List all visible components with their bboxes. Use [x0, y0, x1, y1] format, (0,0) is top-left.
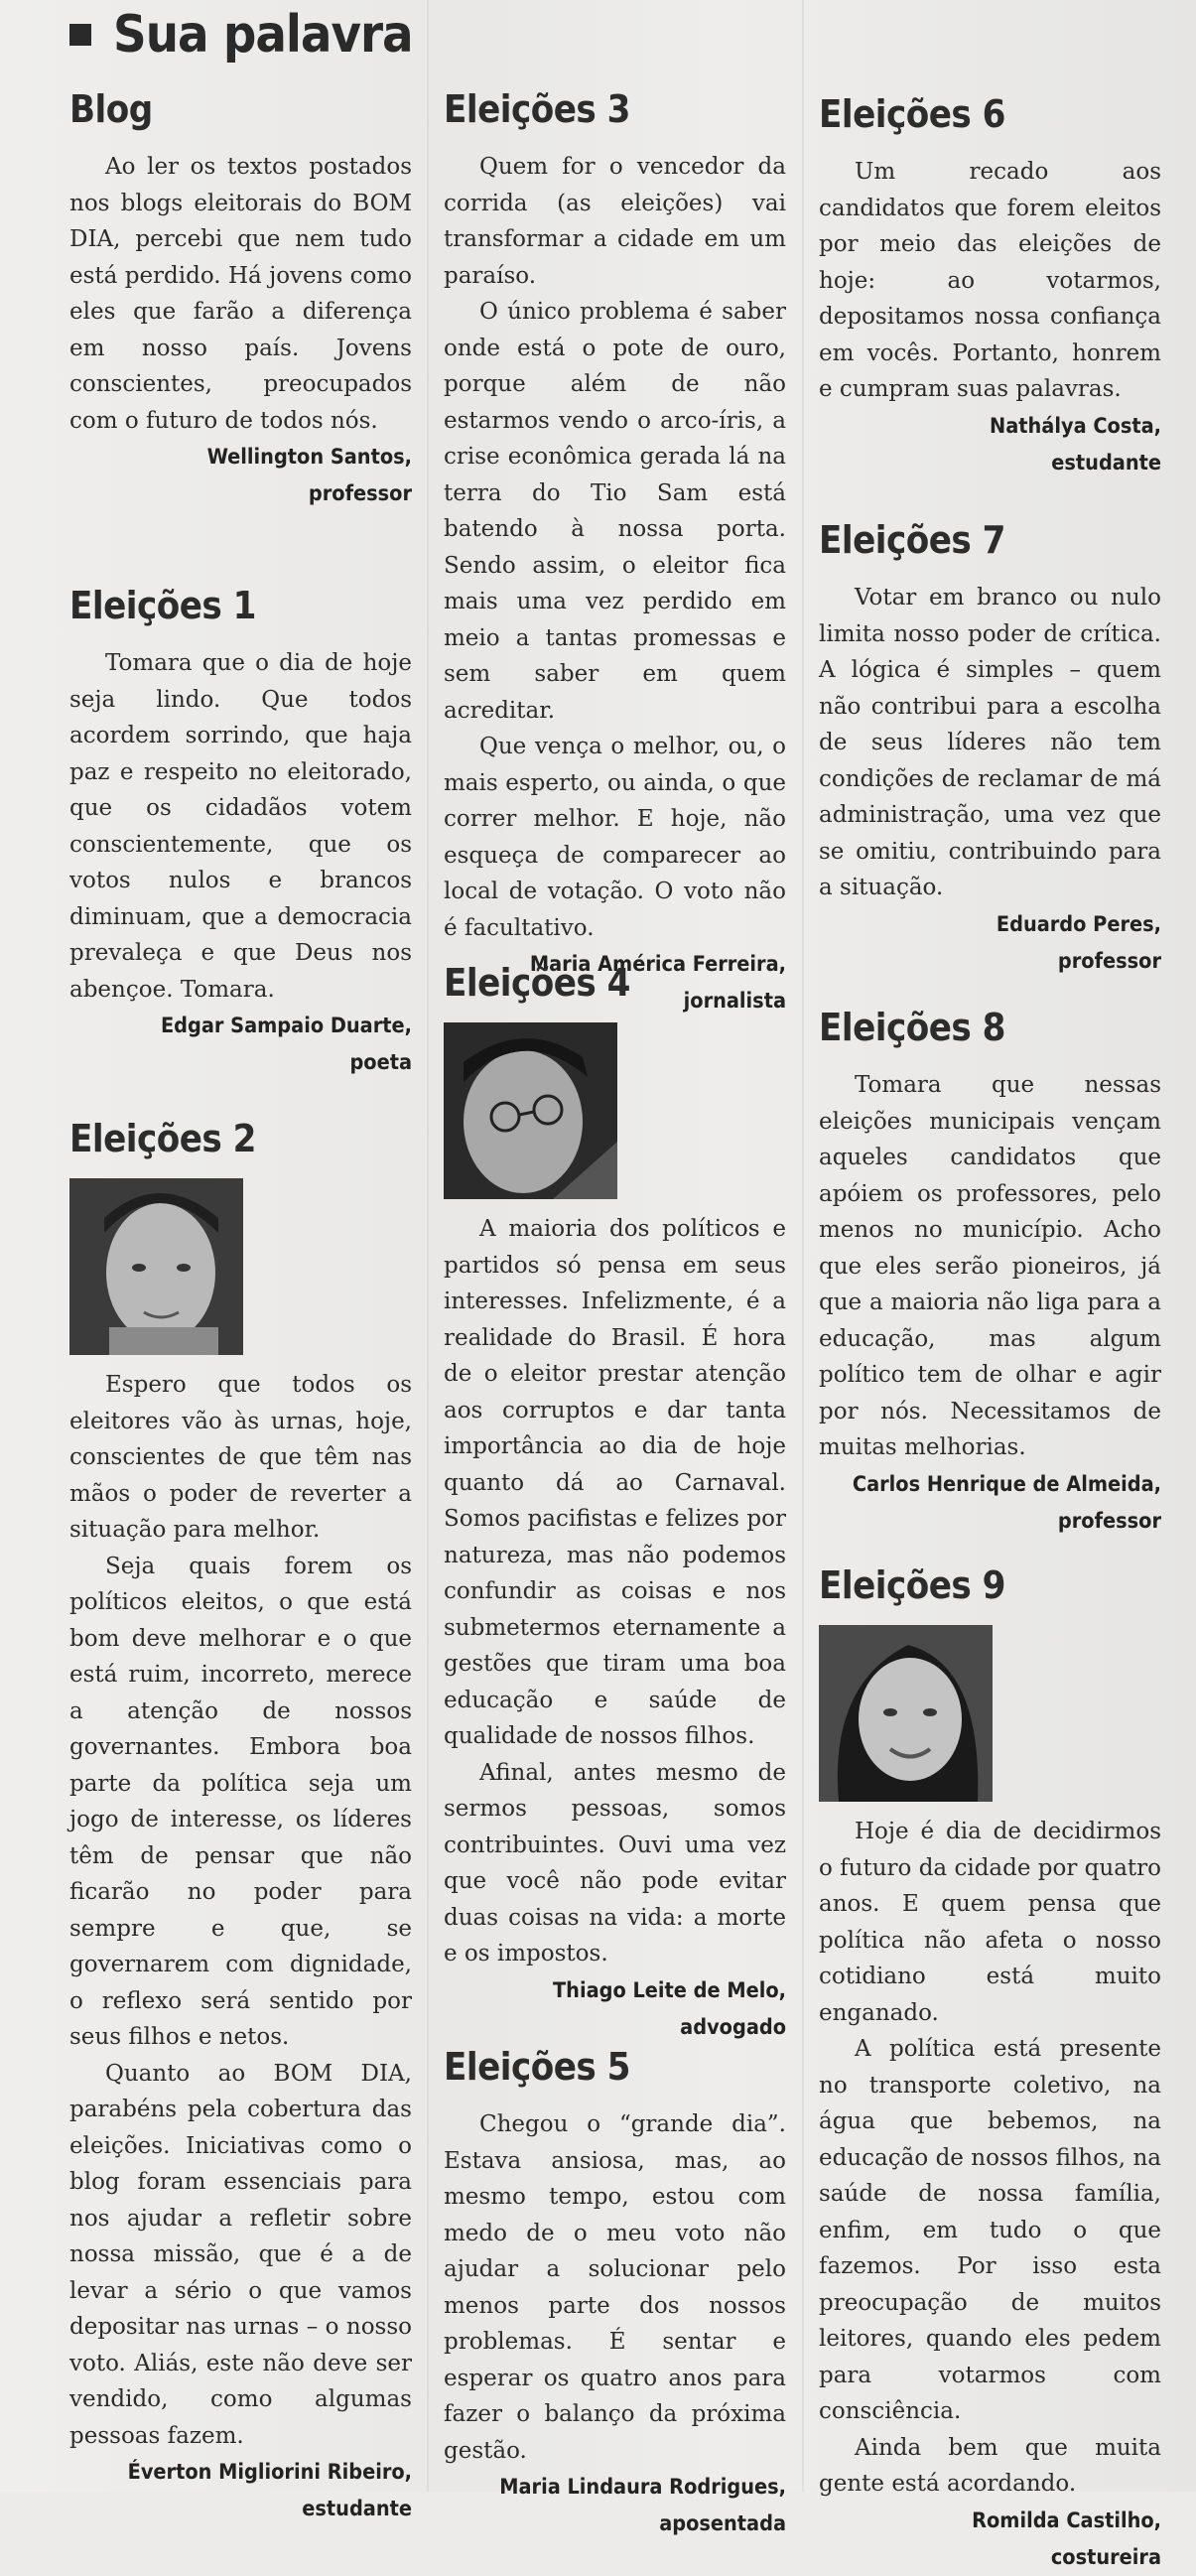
article-title: Eleições 3 [444, 87, 630, 131]
author-role: poeta [349, 1050, 412, 1075]
author-photo [69, 1178, 243, 1355]
author-name: Éverton Migliorini Ribeiro, [127, 2460, 412, 2485]
section-title: Sua palavra [113, 5, 413, 65]
article-paragraph: Seja quais forem os políticos eleitos, o que está bom deve melhorar e o que está ruim, incorreto, merece a atenção de nossos governantes. Embora boa parte da política seja um jogo de interesse, os líderes têm de pensar que não ficarão no poder para sempre e que, se governarem com dignidade, o reflexo será sentido por seus filhos e netos. [69, 1553, 412, 2050]
article-title: Eleições 1 [69, 584, 256, 627]
article-title: Blog [69, 87, 153, 131]
article-paragraph: O único problema é saber onde está o pote de ouro, porque além de não estarmos vendo o arco-íris, a crise econômica gerada lá na terra do Tio Sam está batendo à nossa porta. Sendo assim, o eleitor fica mais uma vez perdido em meio a tantas promessas e sem saber em quem acreditar. [444, 299, 786, 724]
article-eleicoes-8 [819, 1006, 1161, 1540]
article-paragraph: Tomara que nessas eleições municipais vençam aqueles candidatos que apóiem os professores, pelo menos no município. Acho que eles serão pioneiros, já que a maioria não liga para a educação, mas algum político tem de olhar e agir por nós. Necessitamos de muitas melhorias. [819, 1072, 1161, 1460]
square-bullet-icon [69, 24, 91, 46]
author-name: Edgar Sampaio Duarte, [160, 1014, 412, 1038]
article-blog [69, 87, 412, 512]
author-name: Romilda Castilho, [972, 2508, 1161, 2533]
article-title: Eleições 4 [444, 961, 630, 1005]
article-paragraph: A maioria dos políticos e partidos só pensa em seus interesses. Infelizmente, é a realidade do Brasil. É hora de o eleitor prestar atenção aos corruptos e dar tanta importância ao dia de hoje quanto dá ao Carnaval. Somos pacifistas e felizes por natureza, mas não podemos confundir as coisas e nos submetermos eternamente a gestões que tiram uma boa educação e saúde de qualidade de nossos filhos. [444, 1216, 786, 1749]
article-paragraph: Tomara que o dia de hoje seja lindo. Que todos acordem sorrindo, que haja paz e respeito no eleitorado, que os cidadãos votem conscientemente, que os votos nulos e brancos diminuam, que a democracia prevaleça e que Deus nos abençoe. Tomara. [69, 650, 412, 1003]
article-paragraph: Hoje é dia de decidirmos o futuro da cidade por quatro anos. E quem pensa que política não afeta o nosso cotidiano está muito enganado. [819, 1819, 1161, 2026]
author-role: professor [1057, 1508, 1161, 1534]
article-title: Eleições 5 [444, 2045, 630, 2089]
author-role: advogado [680, 2014, 786, 2040]
article-paragraph: Afinal, antes mesmo de sermos pessoas, somos contribuintes. Ouvi uma vez que você não pode evitar duas coisas na vida: a morte e os impostos. [444, 1759, 786, 1966]
article-eleicoes-1 [69, 584, 412, 1081]
article-paragraph: Espero que todos os eleitores vão às urnas, hoje, conscientes de que têm nas mãos o poder de reverter a situação para melhor. [69, 1372, 412, 1543]
article-eleicoes-2 [69, 1117, 412, 2527]
article-eleicoes-9 [819, 1563, 1161, 2576]
author-name: Nathálya Costa, [990, 413, 1161, 439]
portrait-woman-photo [819, 1625, 993, 1802]
author-name: Maria América Ferreira, [529, 952, 786, 977]
author-name: Thiago Leite de Melo, [552, 1977, 786, 2003]
article-title: Eleições 7 [819, 518, 1005, 562]
article-paragraph: Chegou o “grande dia”. Estava ansiosa, mas, ao mesmo tempo, estou com medo de o meu voto não ajudar a solucionar pelo menos parte dos nossos problemas. É sentar e esperar os quatro anos para fazer o balanço da próxima gestão. [444, 2111, 786, 2464]
article-paragraph: Quanto ao BOM DIA, parabéns pela cobertura das eleições. Iniciativas como o blog foram essenciais para nos ajudar a refletir sobre nossa missão, que é a de levar a sério o que vamos depositar nas urnas – o nosso voto. Aliás, este não deve ser vendido, como algumas pessoas fazem. [69, 2060, 412, 2449]
article-eleicoes-7 [819, 518, 1161, 980]
article-paragraph: A política está presente no transporte coletivo, na água que bebemos, na educação de nossos filhos, na saúde de nossa família, enfim, em tudo o que fazemos. Por isso esta preocupação de muitos leitores, quando eles pedem para votarmos com consciência. [819, 2036, 1161, 2424]
author-role: jornalista [683, 989, 786, 1014]
author-photo [444, 1022, 617, 1199]
article-paragraph: Quem for o vencedor da corrida (as eleições) vai transformar a cidade em um paraíso. [444, 154, 786, 289]
article-eleicoes-3 [444, 87, 786, 1019]
article-title: Eleições 6 [819, 92, 1005, 136]
article-paragraph: Ainda bem que muita gente está acordando. [819, 2434, 1161, 2497]
author-name: Eduardo Peres, [996, 911, 1161, 937]
article-title: Eleições 2 [69, 1117, 256, 1160]
author-role: aposentada [659, 2511, 786, 2536]
article-paragraph: Um recado aos candidatos que forem eleitos por meio das eleições de hoje: ao votarmos, depositamos nossa confiança em vocês. Portanto, honrem e cumpram suas palavras. [819, 159, 1161, 402]
section-header [69, 0, 413, 69]
fold-line [427, 0, 429, 2492]
article-eleicoes-6 [819, 92, 1161, 481]
portrait-man-photo [69, 1178, 243, 1355]
article-title: Eleições 8 [819, 1006, 1005, 1049]
author-name: Maria Lindaura Rodrigues, [499, 2475, 786, 2500]
article-eleicoes-4 [444, 961, 786, 2046]
author-role: estudante [302, 2497, 412, 2521]
portrait-man-glasses-photo [444, 1022, 617, 1199]
article-eleicoes-5 [444, 2045, 786, 2542]
article-paragraph: Ao ler os textos postados nos blogs eleitorais do BOM DIA, percebi que nem tudo está perdido. Há jovens como eles que farão a diferença em nosso país. Jovens conscientes, preocupados com o futuro de todos nós. [69, 154, 412, 434]
article-paragraph: Que vença o melhor, ou, o mais esperto, ou ainda, o que correr melhor. E hoje, não esqueça de comparecer ao local de votação. O voto não é facultativo. [444, 734, 786, 941]
article-title: Eleições 9 [819, 1563, 1005, 1607]
author-name: Wellington Santos, [206, 445, 412, 470]
author-role: professor [308, 481, 412, 506]
fold-line [802, 0, 804, 2492]
article-paragraph: Votar em branco ou nulo limita nosso poder de crítica. A lógica é simples – quem não contribui para a escolha de seus líderes não tem condições de reclamar de má administração, uma vez que se omitiu, contribuindo para a situação. [819, 585, 1161, 900]
author-role: estudante [1051, 450, 1161, 475]
author-role: professor [1057, 948, 1161, 974]
author-name: Carlos Henrique de Almeida, [852, 1471, 1161, 1497]
author-role: costureira [1050, 2544, 1161, 2570]
author-photo [819, 1625, 993, 1802]
